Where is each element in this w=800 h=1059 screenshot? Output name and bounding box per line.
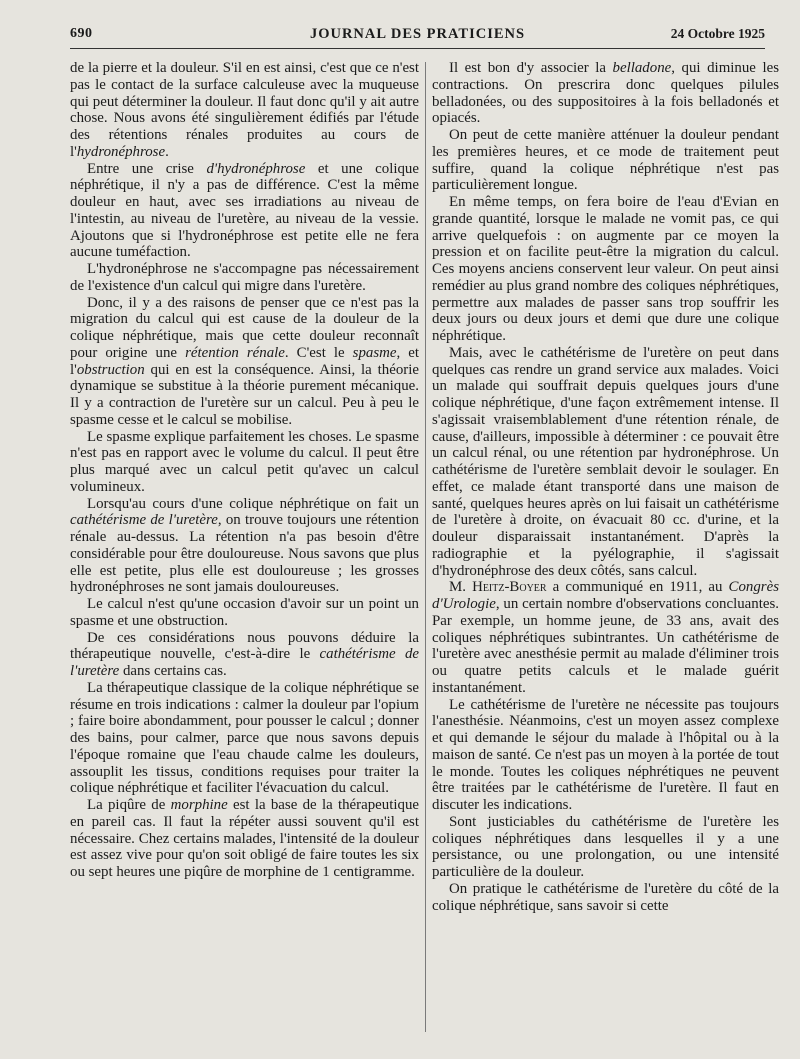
italic-text: rétention rénale: [185, 344, 285, 361]
paragraph: [432, 697, 779, 814]
page-number: 690: [70, 26, 93, 41]
text-run: Mais, avec le cathétérisme de l'uretère on peut dans quelques cas rendre un grand service aux malades. Voici un malade qui souffrait depuis quelques jours d'une colique néphrétique, d'une façon extrêmement intense. Il s'agissait vraisemblablement d'une rétention rénale, de cause, d'ailleurs, impossible à déterminer : ce pouvait être un calcul rénal, ou une rétention par hydronéphrose. Un cathétérisme de l'uretère semblait devoir le soulager. En effet, ce malade étant transporté dans une maison de santé, quelques heures après on lui faisait un cathétérisme de l'uretère à droite, on évacuait 80 cc. d'urine, et la douleur disparaissait instantanément. D'après la radiographie et la pyélographie, il s'agissait d'hydronéphrose des deux côtés, sans calcul.: [432, 344, 779, 579]
paragraph: [432, 579, 779, 696]
text-run: , et l': [70, 344, 419, 378]
italic-text: Congrès d'Urologie: [432, 579, 779, 612]
journal-title: JOURNAL DES PRATICIENS: [309, 26, 526, 42]
text-run: On peut de cette manière atténuer la douleur pendant les premières heures, et ce mode de traitement peut suffire, quand la colique néphrétique n'est pas particulièrement longue.: [432, 127, 779, 194]
running-header: [70, 26, 765, 49]
text-run: Donc, il y a des raisons de penser que ce n'est pas la migration du calcul qui est cause de la douleur de la colique néphrétique, mais que cette douleur reconnaît pour origine une: [70, 294, 419, 361]
paragraph: [432, 345, 779, 580]
text-run: .: [165, 143, 169, 160]
paragraph: [70, 261, 419, 295]
text-run: , un certain nombre d'observations concluantes. Par exemple, un homme jeune, de 33 ans, avait des coliques néphrétiques subintrantes. Un cathétérisme de l'uretère avec anesthésie permit au malade d'éliminer trois ou quatre petits calculs et le malade guérit instantanément.: [432, 596, 779, 696]
text-run: La piqûre de: [87, 797, 171, 813]
text-run: a communiqué en 1911, au: [546, 579, 729, 596]
text-run: En même temps, on fera boire de l'eau d'Evian en grande quantité, lorsque le malade ne vomit pas, ce qui arrive quelquefois : on augmente par ce moyen la pression et on facilite peut-être la migration du calcul. Ces moyens anciens conservent leur valeur. On peut ainsi remédier au plus grand nombre des coliques néphrétiques, permettre aux malades de passer sans trop souffrir les deux jours ou deux jours et demi que dure une colique néphrétique.: [432, 194, 779, 344]
text-run: Lorsqu'au cours d'une colique néphrétique on fait un: [87, 495, 419, 512]
paragraph: [432, 881, 779, 915]
text-run: Le calcul n'est qu'une occasion d'avoir sur un point un spasme et une obstruction.: [70, 596, 419, 629]
right-column: [432, 60, 779, 1045]
italic-text: spasme: [352, 344, 397, 361]
paragraph: [70, 630, 419, 680]
paragraph: [70, 596, 419, 630]
italic-text: d'hydronéphrose: [206, 160, 306, 177]
paragraph: [70, 60, 419, 161]
italic-text: cathétérisme de l'uretère: [70, 512, 218, 529]
paragraph: [70, 161, 419, 262]
italic-text: cathétérisme de l'uretère: [70, 646, 419, 679]
author-name: Heitz-Boyer: [472, 579, 547, 596]
column-divider: [425, 62, 426, 1032]
paragraph: [70, 496, 419, 597]
text-run: Le spasme explique parfaitement les choses. Le spasme n'est pas en rapport avec le volume du calcul. Il peut être plus marqué avec un calcul petit qu'avec un calcul volumineux.: [70, 428, 419, 495]
text-run: . C'est le: [284, 344, 353, 361]
left-column: [70, 60, 419, 1045]
paragraph: [432, 814, 779, 881]
paragraph: [70, 797, 419, 881]
paragraph: [70, 295, 419, 429]
text-run: est la base de la thérapeutique en pareil cas. Il faut la répéter aussi souvent qu'il est nécessaire. Chez certains malades, l'intensité de la douleur est assez vive pour qu'on soit obligé de faire toutes les six ou sept heures une piqûre de morphine de 1 centigramme.: [70, 797, 419, 880]
text-run: Sont justiciables du cathétérisme de l'uretère les coliques néphrétiques dans lesquelles il y a une persistance, ou une prolongation, ou une intensité particulière de la douleur.: [432, 813, 779, 880]
text-run: Il est bon d'y associer la: [449, 60, 613, 76]
text-run: On pratique le cathétérisme de l'uretère du côté de la colique néphrétique, sans savoir si cette: [432, 880, 779, 914]
text-run: qui en est la conséquence. Ainsi, la théorie dynamique se substitue à la théorie purement mécanique. Il y a contraction de l'uretère sur un calcul. Peu à peu le spasme cesse et le calcul se mobilise.: [70, 361, 419, 428]
italic-text: morphine: [170, 797, 228, 813]
text-run: Le cathétérisme de l'uretère ne nécessite pas toujours l'anesthésie. Néanmoins, c'est un moyen assez complexe et qui demande le séjour du malade à l'hôpital ou à la maison de santé. Ce n'est pas un moyen à la portée de tout le monde. Toutes les coliques néphrétiques ne peuvent être traitées par le cathétérisme de l'uretère. Il faut en discuter les indications.: [432, 696, 779, 813]
text-run: et une colique néphrétique, il n'y a pas de différence. C'est la même douleur en haut, avec ses irradiations au niveau de l'intestin, au niveau de l'uretère, au niveau de la vessie. Ajoutons que si l'hydronéphrose est petite elle ne fera aucune tuméfaction.: [70, 160, 419, 261]
text-run: dans certains cas.: [119, 663, 227, 679]
text-run: de la pierre et la douleur. S'il en est ainsi, c'est que ce n'est pas le contact de la surface calculeuse avec la muqueuse qui peut déterminer la douleur. Il faut donc qu'il y ait autre chose. Nous avons été singulièrement édifiés par l'étude des rétentions rénales produites au cours de l': [70, 60, 419, 160]
italic-text: hydronéphrose: [76, 143, 166, 160]
text-run: , qui diminue les contractions. On prescrira donc quelques pilules belladonées, ou des suppositoires à la fois belladonés et opiacés.: [432, 60, 779, 127]
text-run: Entre une crise: [87, 160, 207, 177]
issue-date: 24 Octobre 1925: [670, 26, 765, 41]
paragraph: [432, 194, 779, 345]
text-run: , on trouve toujours une rétention rénale au-dessus. La rétention n'a pas besoin d'être considérable pour être douloureuse. Nous savons que plus elle est petite, plus elle est douloureuse ; les grosses hydronéphroses ne sont jamais douloureuses.: [70, 512, 419, 596]
paragraph: [70, 680, 419, 797]
text-run: L'hydronéphrose ne s'accompagne pas nécessairement de l'existence d'un calcul qui migre dans l'uretère.: [70, 261, 419, 294]
text-run: De ces considérations nous pouvons déduire la thérapeutique nouvelle, c'est-à-dire le: [70, 629, 419, 663]
paragraph: [432, 127, 779, 194]
paragraph: [70, 429, 419, 496]
paragraph: [432, 60, 779, 127]
text-run: La thérapeutique classique de la colique néphrétique se résume en trois indications : calmer la douleur par l'opium ; faire boire abondamment, pour pousser le calcul ; donner des bains, pour calmer, parce que nous savons depuis l'époque romaine que l'eau chaude calme les douleurs, assouplit les tissus, conditions requises pour traiter la colique néphrétique et faciliter l'évacuation du calcul.: [70, 679, 419, 797]
italic-text: obstruction: [76, 361, 145, 378]
text-run: M.: [449, 579, 473, 596]
italic-text: belladone: [612, 60, 672, 76]
